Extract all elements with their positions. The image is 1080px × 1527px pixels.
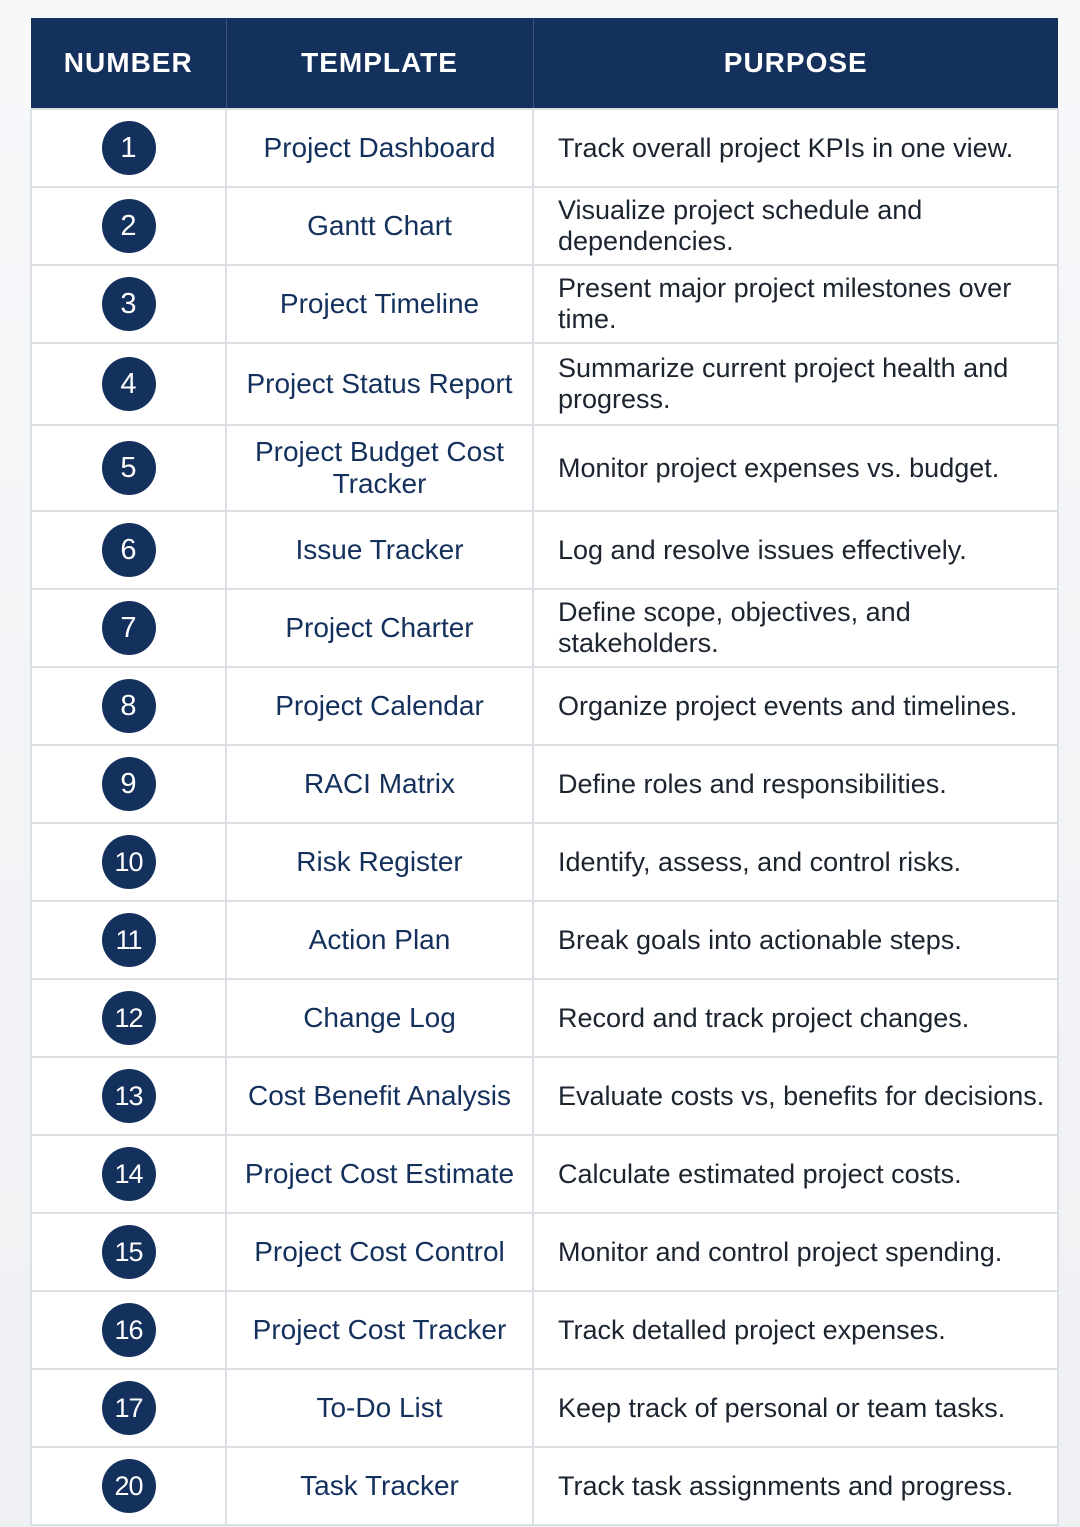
table-row	[31, 187, 1058, 265]
purpose-cell: Track overall project KPIs in one view.	[533, 109, 1058, 187]
table-body	[31, 109, 1058, 1525]
header-template: TEMPLATE	[226, 18, 533, 109]
number-badge: 17	[102, 1381, 156, 1435]
template-cell: Project Cost Tracker	[226, 1291, 533, 1369]
table-row	[31, 745, 1058, 823]
purpose-cell: Monitor project expenses vs. budget.	[533, 425, 1058, 511]
header-number: NUMBER	[31, 18, 226, 109]
template-cell: RACI Matrix	[226, 745, 533, 823]
template-cell: Project Cost Control	[226, 1213, 533, 1291]
number-cell	[31, 265, 226, 343]
number-cell	[31, 1447, 226, 1525]
number-badge: 20	[102, 1459, 156, 1513]
template-cell: Task Tracker	[226, 1447, 533, 1525]
number-cell	[31, 1057, 226, 1135]
purpose-cell: Evaluate costs vs, benefits for decisions.	[533, 1057, 1058, 1135]
number-cell	[31, 1291, 226, 1369]
purpose-cell: Monitor and control project spending.	[533, 1213, 1058, 1291]
number-badge: 12	[102, 991, 156, 1045]
number-cell	[31, 1213, 226, 1291]
purpose-cell: Identify, assess, and control risks.	[533, 823, 1058, 901]
table-row	[31, 425, 1058, 511]
number-cell	[31, 823, 226, 901]
number-badge: 11	[102, 913, 156, 967]
number-badge: 16	[102, 1303, 156, 1357]
number-cell	[31, 425, 226, 511]
template-cell: Issue Tracker	[226, 511, 533, 589]
number-badge: 5	[102, 441, 156, 495]
purpose-cell: Visualize project schedule and dependencies.	[533, 187, 1058, 265]
table-row	[31, 667, 1058, 745]
number-badge: 15	[102, 1225, 156, 1279]
template-cell: Project Budget Cost Tracker	[226, 425, 533, 511]
table-row	[31, 823, 1058, 901]
table-row	[31, 1057, 1058, 1135]
number-badge: 3	[102, 277, 156, 331]
template-cell: Action Plan	[226, 901, 533, 979]
purpose-cell: Summarize current project health and progress.	[533, 343, 1058, 425]
template-cell: Project Cost Estimate	[226, 1135, 533, 1213]
table-row	[31, 109, 1058, 187]
header-purpose: PURPOSE	[533, 18, 1058, 109]
template-cell: Risk Register	[226, 823, 533, 901]
table-row	[31, 1369, 1058, 1447]
number-cell	[31, 1369, 226, 1447]
number-cell	[31, 511, 226, 589]
purpose-cell: Record and track project changes.	[533, 979, 1058, 1057]
table-row	[31, 1447, 1058, 1525]
number-cell	[31, 589, 226, 667]
number-badge: 14	[102, 1147, 156, 1201]
number-badge: 10	[102, 835, 156, 889]
template-cell: Project Status Report	[226, 343, 533, 425]
template-cell: Project Timeline	[226, 265, 533, 343]
table-row	[31, 589, 1058, 667]
number-cell	[31, 343, 226, 425]
purpose-cell: Calculate estimated project costs.	[533, 1135, 1058, 1213]
purpose-cell: Keep track of personal or team tasks.	[533, 1369, 1058, 1447]
number-cell	[31, 979, 226, 1057]
number-badge: 6	[102, 523, 156, 577]
header-row	[31, 18, 1058, 109]
number-badge: 7	[102, 601, 156, 655]
number-badge: 8	[102, 679, 156, 733]
number-cell	[31, 901, 226, 979]
number-cell	[31, 745, 226, 823]
purpose-cell: Present major project milestones over time.	[533, 265, 1058, 343]
table-row	[31, 901, 1058, 979]
table-row	[31, 265, 1058, 343]
table-header	[31, 18, 1058, 109]
number-badge: 1	[102, 121, 156, 175]
purpose-cell: Track detalled project expenses.	[533, 1291, 1058, 1369]
template-cell: Gantt Chart	[226, 187, 533, 265]
number-cell	[31, 667, 226, 745]
number-cell	[31, 187, 226, 265]
table-row	[31, 1213, 1058, 1291]
table-row	[31, 979, 1058, 1057]
table-row	[31, 343, 1058, 425]
number-badge: 13	[102, 1069, 156, 1123]
template-cell: To-Do List	[226, 1369, 533, 1447]
number-badge: 4	[102, 357, 156, 411]
purpose-cell: Define roles and responsibilities.	[533, 745, 1058, 823]
template-cell: Project Calendar	[226, 667, 533, 745]
table-row	[31, 511, 1058, 589]
purpose-cell: Log and resolve issues effectively.	[533, 511, 1058, 589]
template-cell: Project Charter	[226, 589, 533, 667]
template-cell: Change Log	[226, 979, 533, 1057]
table-row	[31, 1135, 1058, 1213]
template-cell: Cost Benefit Analysis	[226, 1057, 533, 1135]
number-cell	[31, 109, 226, 187]
purpose-cell: Define scope, objectives, and stakeholders.	[533, 589, 1058, 667]
purpose-cell: Track task assignments and progress.	[533, 1447, 1058, 1525]
table-row	[31, 1291, 1058, 1369]
purpose-cell: Organize project events and timelines.	[533, 667, 1058, 745]
purpose-cell: Break goals into actionable steps.	[533, 901, 1058, 979]
number-badge: 9	[102, 757, 156, 811]
template-cell: Project Dashboard	[226, 109, 533, 187]
number-cell	[31, 1135, 226, 1213]
number-badge: 2	[102, 199, 156, 253]
templates-table	[30, 18, 1059, 1526]
